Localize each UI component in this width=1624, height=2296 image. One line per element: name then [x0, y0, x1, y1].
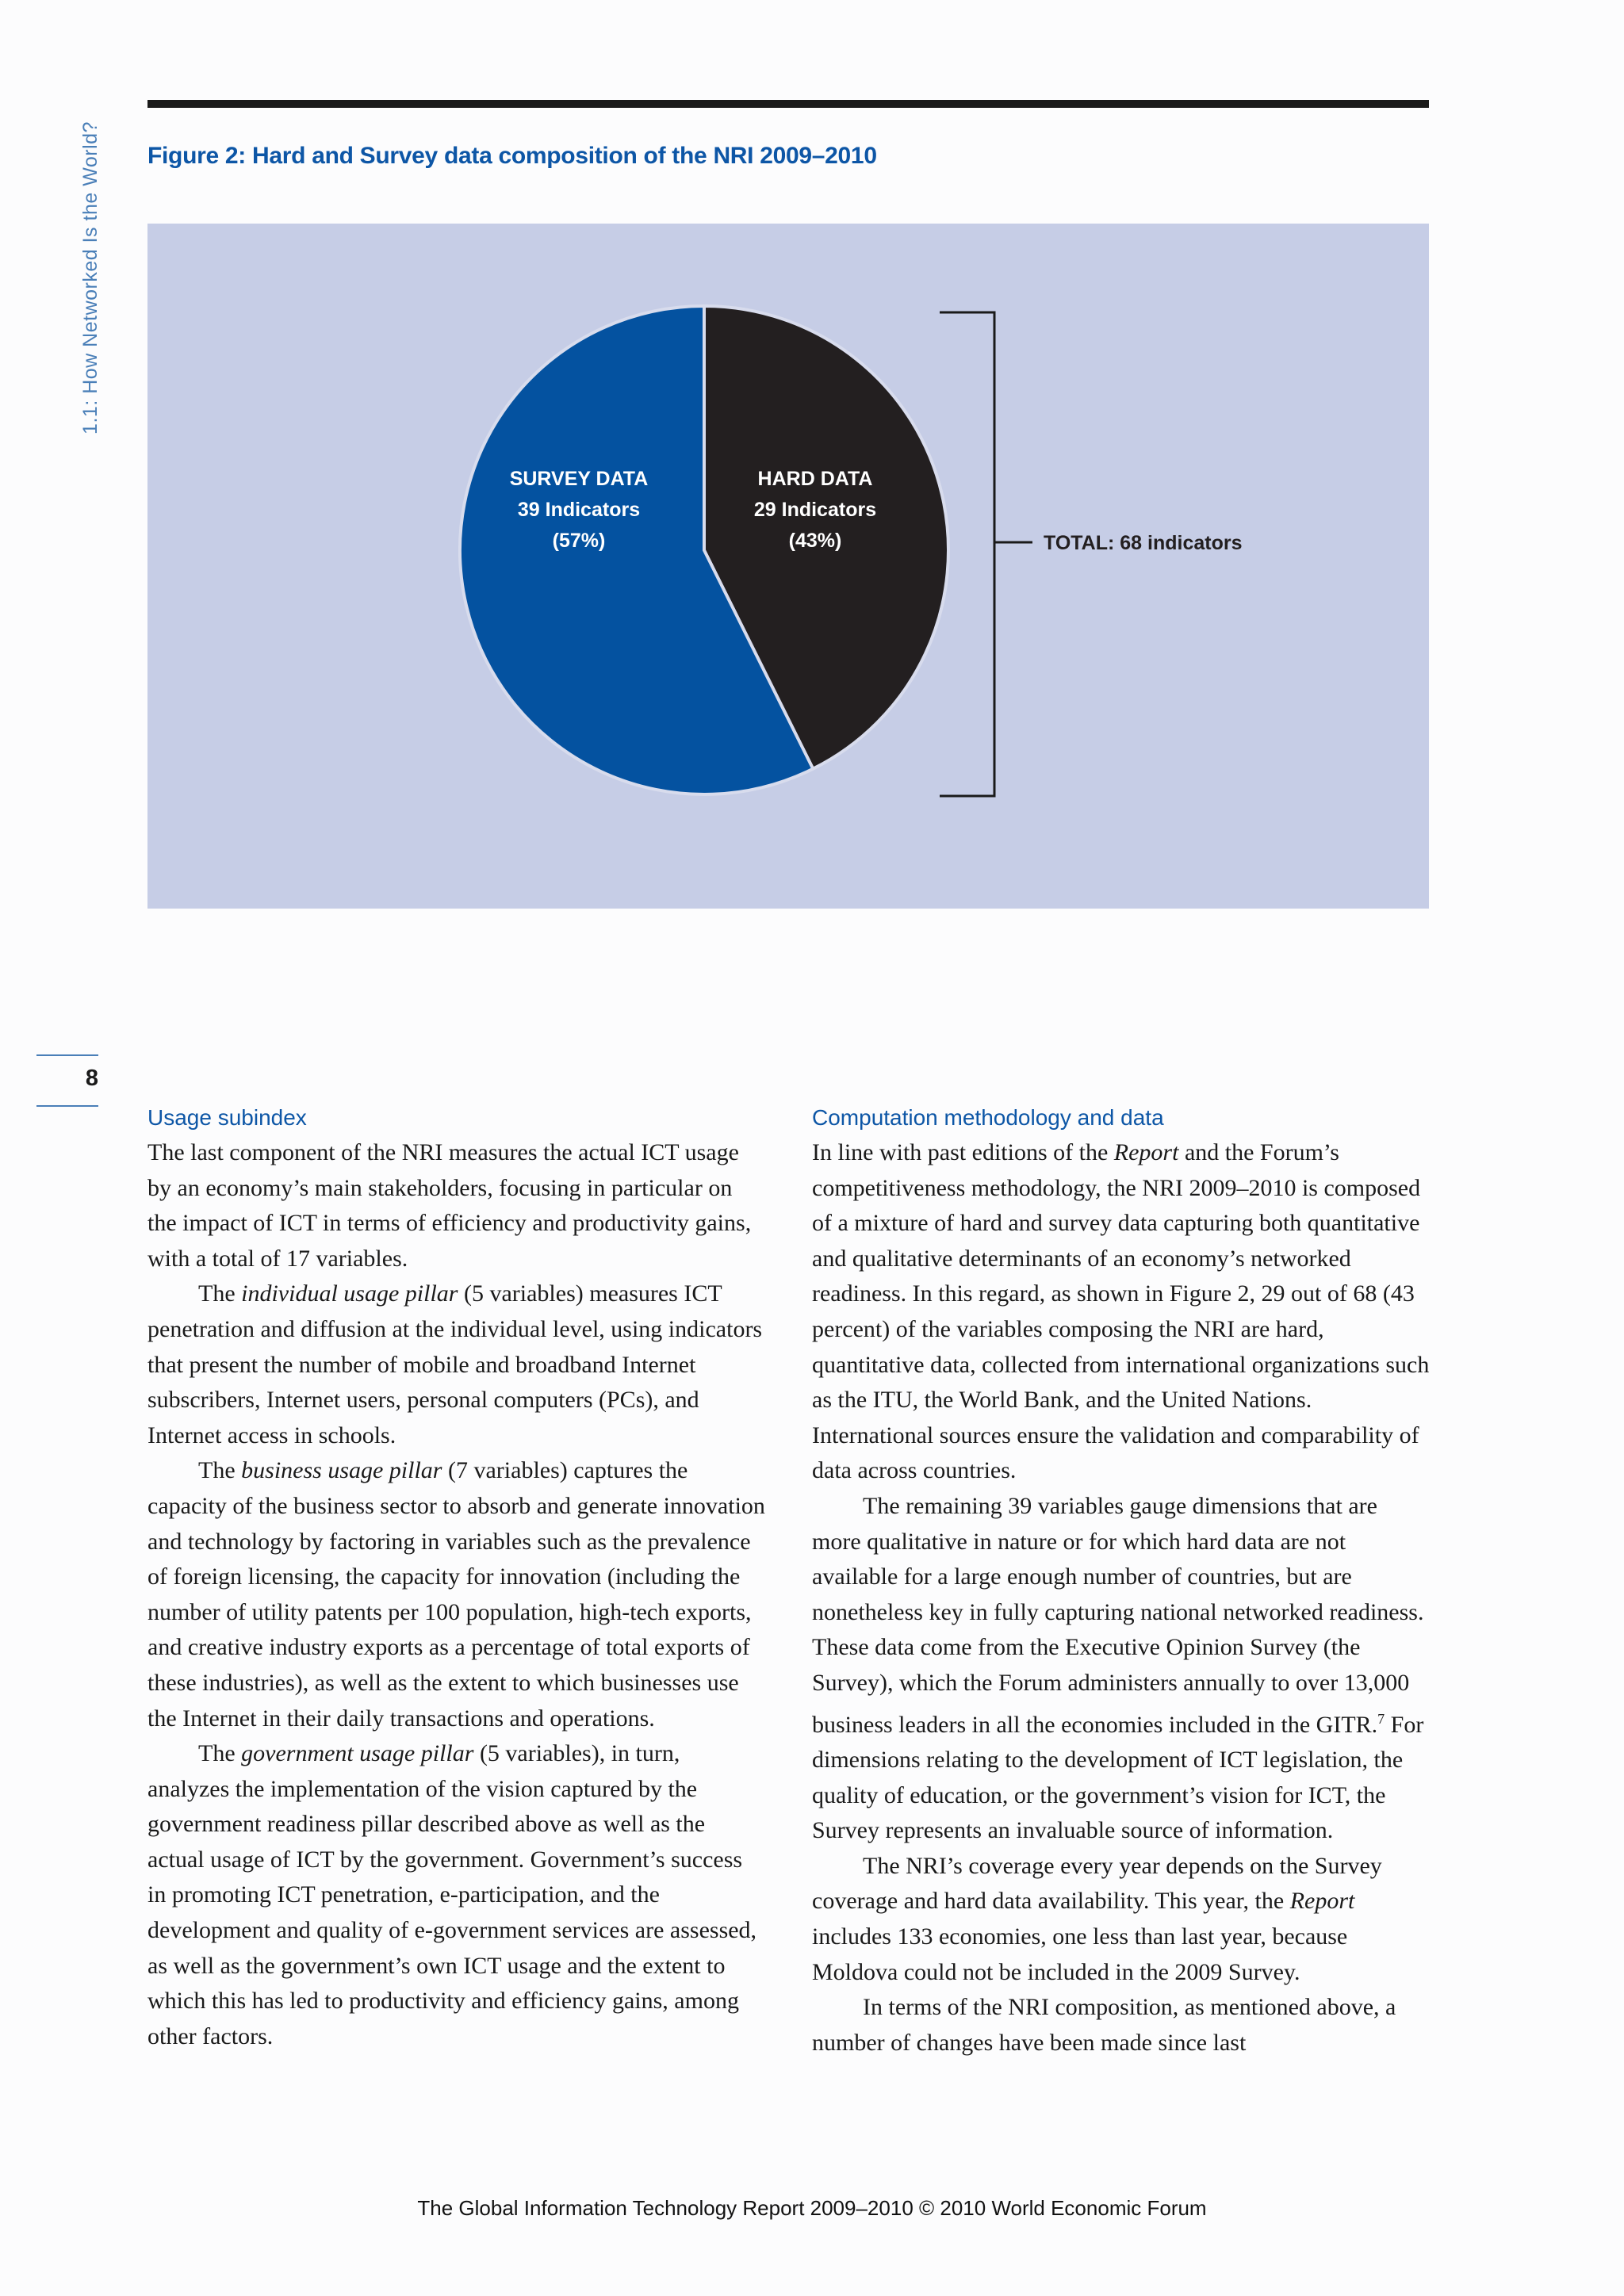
left-column: [147, 1102, 766, 2054]
text-run: and the Forum’s competitiveness methodology, the NRI 2009–2010 is composed of a mixture of hard and survey data capturing both quantitative and qualitative determinants of an economy’s networked readiness. In this regard, as shown in Figure 2, 29 out of 68 (43 percent) of the variables composing the NRI are hard, quantitative data, collected from international organizations such as the ITU, the World Bank, and the United Nations. International sources ensure the validation and comparability of data across countries.: [812, 1139, 1430, 1484]
body-paragraph: [147, 1736, 766, 2054]
slice-label-name: SURVEY DATA: [509, 468, 649, 490]
right-column: [812, 1102, 1431, 2061]
body-paragraph: [147, 1276, 766, 1453]
section-heading-computation-methodology: Computation methodology and data: [812, 1105, 1164, 1130]
total-bracket: [940, 312, 1032, 796]
italic-term: Report: [1113, 1139, 1179, 1165]
body-paragraph: [812, 1135, 1431, 1489]
total-label: TOTAL: 68 indicators: [1044, 532, 1243, 554]
text-run: In terms of the NRI composition, as mentioned above, a number of changes have been made since last: [812, 1994, 1396, 2056]
section-heading-usage-subindex: Usage subindex: [147, 1105, 307, 1130]
text-run: includes 133 economies, one less than last year, because Moldova could not be included in the 2009 Survey.: [812, 1923, 1348, 1985]
text-run: For dimensions relating to the development of ICT legislation, the quality of education, or the government’s vision for ICT, the Survey represents an invaluable source of information.: [812, 1711, 1424, 1844]
text-run: (5 variables), in turn, analyzes the implementation of the vision captured by the government readiness pillar described above as well as the actual usage of ICT by the government. Government’s success in promoting ICT penetration, e-participation, and the development and quality of e-government services are assessed, as well as the government’s own ICT usage and the extent to which this has led to productivity and efficiency gains, among other factors.: [147, 1740, 757, 2049]
text-run: The NRI’s coverage every year depends on the Survey coverage and hard data availability. This year, the: [812, 1852, 1382, 1915]
figure-top-rule: [147, 100, 1429, 108]
text-run: (5 variables) measures ICT penetration and diffusion at the individual level, using indicators that present the number of mobile and broadband Internet subscribers, Internet users, personal computers (PCs), and Internet access in schools.: [147, 1280, 763, 1448]
figure-title: Figure 2: Hard and Survey data composition of the NRI 2009–2010: [147, 143, 877, 169]
body-paragraph: [812, 1990, 1431, 2061]
body-paragraph: [147, 1453, 766, 1736]
slice-label-percent: (43%): [788, 530, 842, 552]
italic-term: government usage pillar: [241, 1740, 474, 1767]
chart-panel: [147, 224, 1429, 909]
slice-label-count: 39 Indicators: [517, 499, 641, 521]
body-paragraph: [147, 1135, 766, 1276]
text-run: The: [198, 1457, 242, 1484]
slice-label-percent: (57%): [552, 530, 606, 552]
running-head: [75, 95, 106, 460]
text-run: The last component of the NRI measures the actual ICT usage by an economy’s main stakeholders, focusing in particular on the impact of ICT in terms of efficiency and productivity gains, with a total of 17 variables.: [147, 1139, 752, 1272]
italic-term: Report: [1289, 1888, 1355, 1915]
pie-chart: [147, 224, 1429, 909]
italic-term: business usage pillar: [241, 1457, 442, 1484]
text-run: The: [198, 1740, 242, 1767]
body-paragraph: [812, 1489, 1431, 1849]
page-number-rule-bottom: [36, 1105, 98, 1107]
body-paragraph: [812, 1849, 1431, 1990]
italic-term: individual usage pillar: [241, 1280, 458, 1307]
slice-label-name: HARD DATA: [757, 468, 873, 490]
page-number-rule-top: [36, 1054, 98, 1056]
page-footer: The Global Information Technology Report 2009–2010 © 2010 World Economic Forum: [417, 2196, 1207, 2220]
text-run: In line with past editions of the: [812, 1139, 1114, 1165]
text-run: (7 variables) captures the capacity of the business sector to absorb and generate innovation and technology by factoring in variables such as the prevalence of foreign licensing, the capacity for innovation (including the number of utility patents per 100 population, high-tech exports, and creative industry exports as a percentage of total exports of these industries), as well as the extent to which businesses use the Internet in their daily transactions and operations.: [147, 1457, 765, 1732]
slice-label-count: 29 Indicators: [753, 499, 877, 521]
footnote-ref: 7: [1377, 1710, 1385, 1727]
page-number: 8: [85, 1066, 98, 1091]
text-run: The remaining 39 variables gauge dimensions that are more qualitative in nature or for which hard data are not available for a large enough number of countries, but are nonetheless key in fully capturing national networked readiness. These data come from the Executive Opinion Survey (the Survey), which the Forum administers annually to over 13,000 business leaders in all the economies included in the GITR.: [812, 1492, 1424, 1738]
running-head-text: 1.1: How Networked Is the World?: [79, 121, 102, 434]
text-run: The: [198, 1280, 242, 1307]
